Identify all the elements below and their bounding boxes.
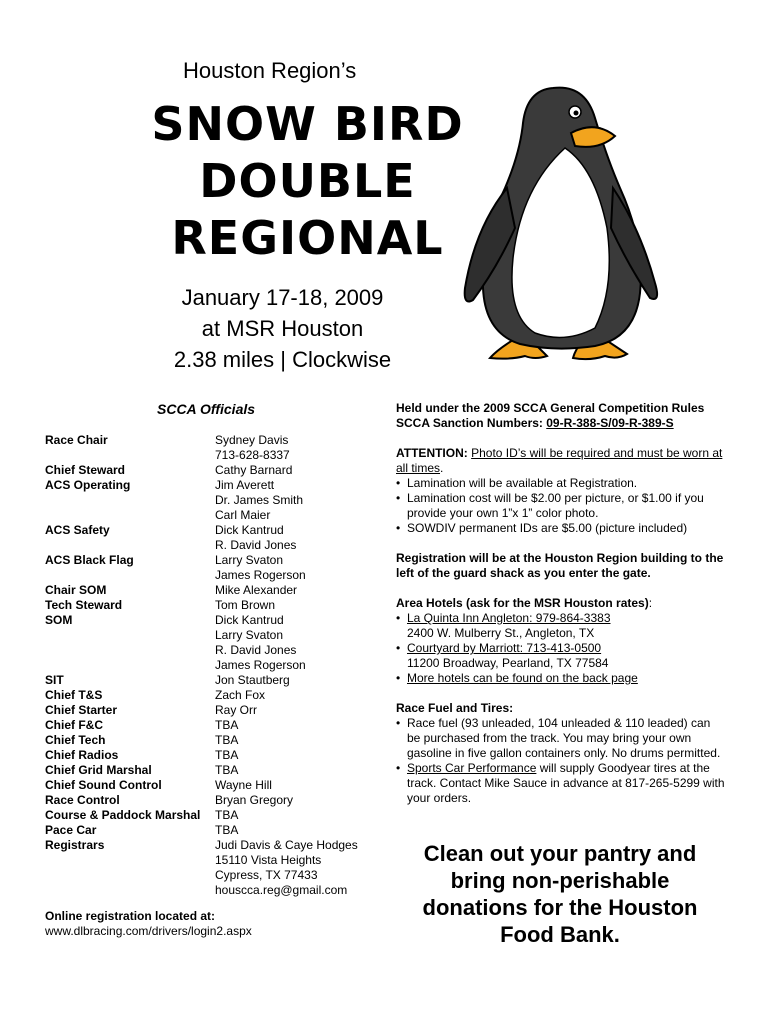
official-role: Pace Car <box>45 823 97 837</box>
official-role: Chief F&C <box>45 718 103 732</box>
official-role: Chief Radios <box>45 748 119 762</box>
official-name: Zach Fox <box>215 688 266 702</box>
list-item: • Sports Car Performance will supply Goodyear tires at the track. Contact Mike Sauce in advance at 817-265-5299 with your orders. <box>396 761 726 806</box>
official-name: Bryan Gregory <box>215 793 294 807</box>
official-name: Sydney Davis <box>215 433 289 447</box>
official-row <box>45 718 385 733</box>
official-name: Ray Orr <box>215 703 257 717</box>
tires-link[interactable]: Sports Car Performance <box>407 761 537 775</box>
event-info-column <box>396 401 726 806</box>
official-row <box>45 838 385 898</box>
attention-label: ATTENTION: <box>396 446 468 460</box>
official-row <box>45 778 385 793</box>
official-name: Judi Davis & Caye Hodges <box>215 838 358 852</box>
official-row <box>45 613 385 673</box>
officials-heading: SCCA Officials <box>157 401 256 417</box>
official-role: Tech Steward <box>45 598 123 612</box>
official-role: ACS Operating <box>45 478 131 492</box>
official-row <box>45 433 385 463</box>
hotel-address: 11200 Broadway, Pearland, TX 77584 <box>407 656 609 670</box>
official-phone: 713-628-8337 <box>215 448 290 462</box>
event-title-line: SNOW BIRD <box>151 97 464 151</box>
official-role: Chief Grid Marshal <box>45 763 152 777</box>
attention-note: ATTENTION: Photo ID’s will be required and must be worn at all times. <box>396 446 723 475</box>
official-address: 15110 Vista Heights <box>215 853 322 867</box>
list-item: • SOWDIV permanent IDs are $5.00 (picture included) <box>396 521 726 536</box>
event-title-line: DOUBLE <box>199 154 416 208</box>
official-name: Dick Kantrud <box>215 523 284 537</box>
official-name: Carl Maier <box>215 508 271 522</box>
penguin-illustration <box>435 78 670 368</box>
fuel-heading: Race Fuel and Tires: <box>396 701 514 715</box>
official-row <box>45 748 385 763</box>
event-date: January 17-18, 2009 <box>181 285 384 310</box>
official-name: R. David Jones <box>215 538 297 552</box>
official-row <box>45 763 385 778</box>
event-location: at MSR Houston <box>201 316 364 341</box>
registration-note: Registration will be at the Houston Region building to the left of the guard shack as you enter the gate. <box>396 551 724 580</box>
sanction-label: SCCA Sanction Numbers: <box>396 416 547 430</box>
official-name: Dr. James Smith <box>215 493 304 507</box>
official-name: TBA <box>215 718 239 732</box>
official-name: TBA <box>215 763 239 777</box>
official-role: SOM <box>45 613 73 627</box>
official-role: Chief Sound Control <box>45 778 162 792</box>
list-item: • Lamination cost will be $2.00 per picture, or $1.00 if you provide your own 1”x 1” color photo. <box>396 491 726 521</box>
hotels-list <box>396 611 726 686</box>
track-info: 2.38 miles | Clockwise <box>173 347 392 372</box>
official-name: Cathy Barnard <box>215 463 293 477</box>
event-title <box>135 96 480 267</box>
official-row <box>45 463 385 478</box>
official-role: Race Control <box>45 793 120 807</box>
official-name: Jon Stautberg <box>215 673 290 687</box>
official-name: Larry Svaton <box>215 553 284 567</box>
attention-list <box>396 476 726 536</box>
event-details <box>130 282 435 375</box>
official-name: TBA <box>215 808 239 822</box>
official-row <box>45 553 385 583</box>
official-row <box>45 703 385 718</box>
hotel-link[interactable]: Courtyard by Marriott: 713-413-0500 <box>407 641 602 655</box>
list-item: • Lamination will be available at Registration. <box>396 476 726 491</box>
online-registration <box>45 909 252 939</box>
official-role: SIT <box>45 673 64 687</box>
officials-list <box>45 433 385 898</box>
official-row <box>45 673 385 688</box>
official-name: Mike Alexander <box>215 583 298 597</box>
official-role: Chief Steward <box>45 463 126 477</box>
hotel-address: 2400 W. Mulberry St., Angleton, TX <box>407 626 595 640</box>
online-registration-url: www.dlbracing.com/drivers/login2.aspx <box>45 924 252 938</box>
list-item <box>396 671 726 686</box>
official-name: TBA <box>215 748 239 762</box>
official-name: James Rogerson <box>215 568 306 582</box>
region-title: Houston Region’s <box>183 58 357 83</box>
official-role: ACS Safety <box>45 523 110 537</box>
official-name: R. David Jones <box>215 643 297 657</box>
official-name: Larry Svaton <box>215 628 284 642</box>
food-bank-note: Clean out your pantry and bring non-perishable donations for the Houston Food Bank. <box>422 841 698 947</box>
official-role: Registrars <box>45 838 105 852</box>
official-role: ACS Black Flag <box>45 553 134 567</box>
more-hotels-link[interactable]: More hotels can be found on the back page <box>407 671 638 685</box>
hotels-heading: Area Hotels (ask for the MSR Houston rates): <box>396 596 653 610</box>
attention-text: Photo ID’s will be required and must be worn at all times <box>396 446 723 475</box>
official-row <box>45 583 385 598</box>
rules-line: Held under the 2009 SCCA General Competition Rules <box>396 401 705 415</box>
official-role: Chief T&S <box>45 688 103 702</box>
official-role: Race Chair <box>45 433 108 447</box>
fuel-list <box>396 716 726 806</box>
official-row <box>45 733 385 748</box>
official-row <box>45 808 385 823</box>
official-role: Chief Tech <box>45 733 106 747</box>
event-title-line: REGIONAL <box>171 211 444 265</box>
official-row <box>45 598 385 613</box>
hotel-link[interactable]: La Quinta Inn Angleton: 979-864-3383 <box>407 611 611 625</box>
sanction-numbers: 09-R-388-S/09-R-389-S <box>546 416 674 430</box>
official-name: TBA <box>215 823 239 837</box>
list-item <box>396 611 726 641</box>
official-row <box>45 823 385 838</box>
official-name: Jim Averett <box>215 478 275 492</box>
official-name: Dick Kantrud <box>215 613 284 627</box>
official-name: Tom Brown <box>215 598 276 612</box>
official-role: Chief Starter <box>45 703 118 717</box>
list-item: • Race fuel (93 unleaded, 104 unleaded & 110 leaded) can be purchased from the track. You may bring your own gasoline in five gallon containers only. No drums permitted. <box>396 716 726 761</box>
sanction-line <box>396 416 726 431</box>
list-item <box>396 641 726 671</box>
official-address: Cypress, TX 77433 <box>215 868 318 882</box>
official-name: James Rogerson <box>215 658 306 672</box>
official-role: Course & Paddock Marshal <box>45 808 201 822</box>
official-role: Chair SOM <box>45 583 107 597</box>
official-row <box>45 688 385 703</box>
official-row <box>45 478 385 523</box>
official-email: houscca.reg@gmail.com <box>215 883 348 897</box>
official-name: TBA <box>215 733 239 747</box>
online-registration-label: Online registration located at: <box>45 909 216 923</box>
official-name: Wayne Hill <box>215 778 272 792</box>
official-row <box>45 793 385 808</box>
official-row <box>45 523 385 553</box>
